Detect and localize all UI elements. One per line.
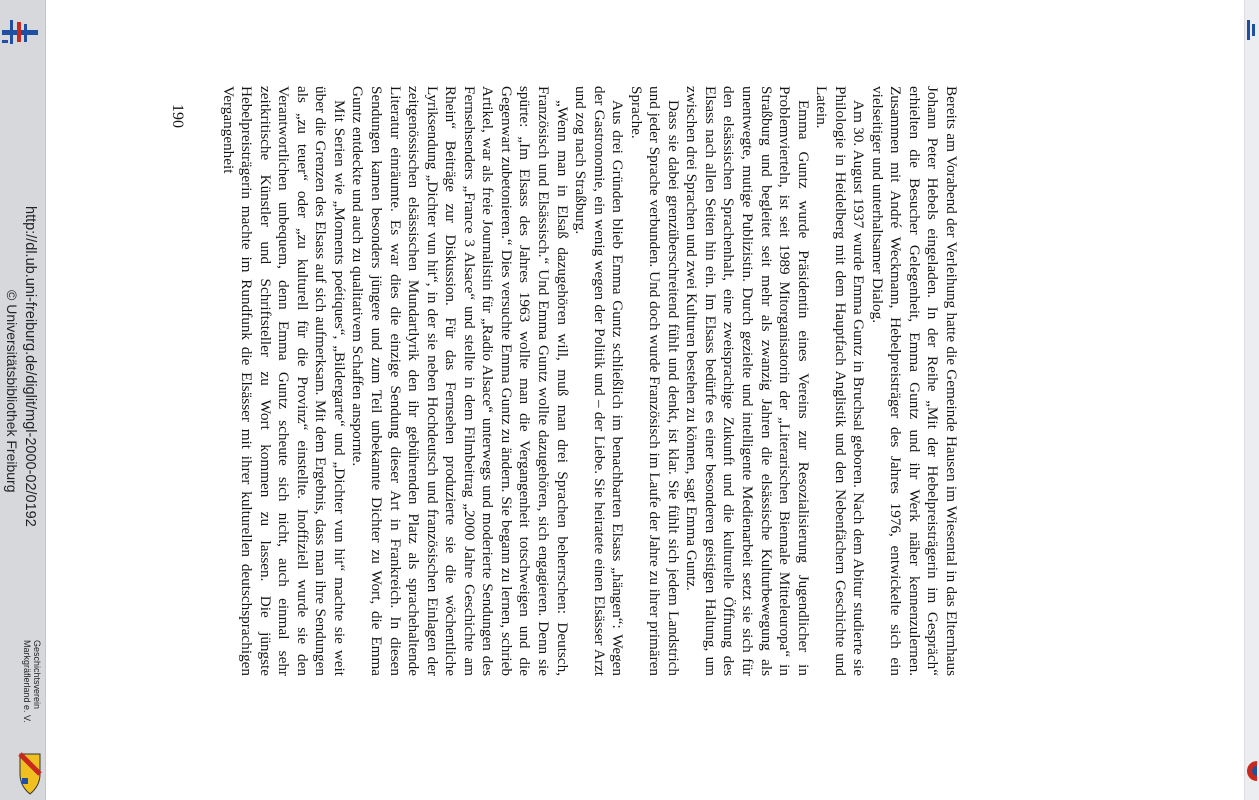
- paragraph: Emma Guntz wurde Präsidentin eines Vereins zur Resozialisierung Jugendlicher in Problemvierteln, ist seit 1989 Mitorganisatorin der „Literarischen Biennale Mitteleuropa“ in Straßburg und begleitet seit mehr als zwanzig Jahren die elsässische Kulturbewegung als unentwegte, mutige Publizistin. Durch gezielte und intelligente Medienarbeit setzt sie sich für den elsässischen Sprachenhalt, eine zweisprachige Zukunft und die kulturelle Öffnung des Elsass nach allen Seiten hin ein. Im Elsass bedürfe es einer besonderen geistigen Haltung, um zwischen drei Sprachen und zwei Kulturen bestehen zu können, sagt Emma Guntz.: [683, 86, 812, 676]
- paragraph: „Wenn man in Elsaß dazugehören will, muß man drei Sprachen beherrschen: Deutsch, Französisch und Elsässisch.“ Und Emma Guntz wollte dazugehören, sich engagieren. Denn sie spürte: „Im Elsass des Jahres 1963 wollte man die Vergangenheit totschweigen und die Gegenwart zubetonieren.“ Dies versuchte Emma Guntz zu ändern. Sie begann zu lernen, schrieb Artikel, war als freie Journalistin für „Radio Alsace“ unterwegs und moderierte Sendungen des Fernsehsenders „France 3 Alsace“ und stellte in dem Filmbeitrag „2000 Jahre Geschichte am Rhein“ Beiträge zur Diskussion. Für das Fernsehen produzierte sie die wöchentliche Lyriksendung „Dichter vun hit“, in der sie neben Hochdeutsch und französischen Einlagen der zeitgenössischen elsässischen Mundartlyrik den ihr gebührenden Platz als sprachehaltende Literatur einräumte. Es war dies die einzige Sendung dieser Art in Frankreich. In diesen Sendungen kamen besonders jüngere und zum Teil unbekannte Dichter zu Wort, die Emma Guntz entdeckte und auch zu qualitativem Schaffen anspornte.: [349, 86, 571, 676]
- digitization-url[interactable]: http://dl.ub.uni-freiburg.de/diglit/mgl-2000-02/0192: [22, 206, 38, 527]
- paragraph: Am 30. August 1937 wurde Emma Guntz in Bruchsal geboren. Nach dem Abitur studierte sie Philologie in Heidelberg mit dem Hauptfach Anglistik und den Nebenfächern Geschichte und Latein.: [813, 86, 868, 676]
- edge-logo-icon: [1247, 20, 1255, 40]
- paragraph: Aus drei Gründen blieb Emma Guntz schließlich im benachbarten Elsass „hängen“: Wegen der Gastronomie, ein wenig wegen der Politik und – der Liebe. Sie heiratete einen Elsässer Arzt und zog nach Straßburg.: [572, 86, 627, 676]
- copyright-notice: © Universitätsbibliothek Freiburg: [4, 290, 20, 493]
- publisher-line: Markgräflerland e. V.: [22, 640, 32, 723]
- coat-of-arms-icon: [18, 752, 42, 796]
- publisher-name: [22, 640, 42, 723]
- paragraph: Bereits am Vorabend der Verleihung hatte die Gemeinde Hausen im Wiesental in das Elternhaus Johann Peter Hebels eingeladen. In der Reihe „Mit der Hebelpreisträgerin im Gespräch“ erhielten die Besucher Gelegenheit, Emma Guntz und ihr Werk näher kennenzulernen. Zusammen mit André Weckmann, Hebelpreisträger des Jahres 1976, entwickelte sich ein vielseitiger und unterhaltsamer Dialog.: [868, 86, 960, 676]
- library-logo-icon: [2, 18, 38, 48]
- edge-seal-icon: [1247, 756, 1257, 786]
- page-number: 190: [169, 104, 186, 128]
- page-text-body: [218, 86, 960, 676]
- paragraph: Mit Serien wie „Moments poétiques“, „Bildergarte“ und „Dichter vun hit“ machte sie weit über die Grenzen des Elsass auf sich aufmerksam. Mit dem Ergebnis, dass man ihre Sendungen als „zu teuer“ oder „zu kulturell für die Provinz“ einstellte. Inoffiziell wurde sie den Verantwortlichen unbequem, denn Emma Guntz scheute sich nicht, auch einmal sehr zeitkritische Künstler und Schriftsteller zu Wort kommen zu lassen. Die jüngste Hebelpreisträgerin machte im Rundfunk die Elsässer mit ihrer kulturellen deutschsprachigen Vergangenheit: [219, 86, 348, 676]
- viewer-right-margin: [1244, 0, 1259, 800]
- paragraph: Dass sie dabei grenzüberschreitend fühlt und denkt, ist klar. Sie fühlt sich jedem Landstrich und jeder Sprache verbunden. Und doch wurde Französisch im Laufe der Jahre zu ihrer primären Sprache.: [627, 86, 682, 676]
- publisher-line: Geschichtsverein: [32, 640, 42, 710]
